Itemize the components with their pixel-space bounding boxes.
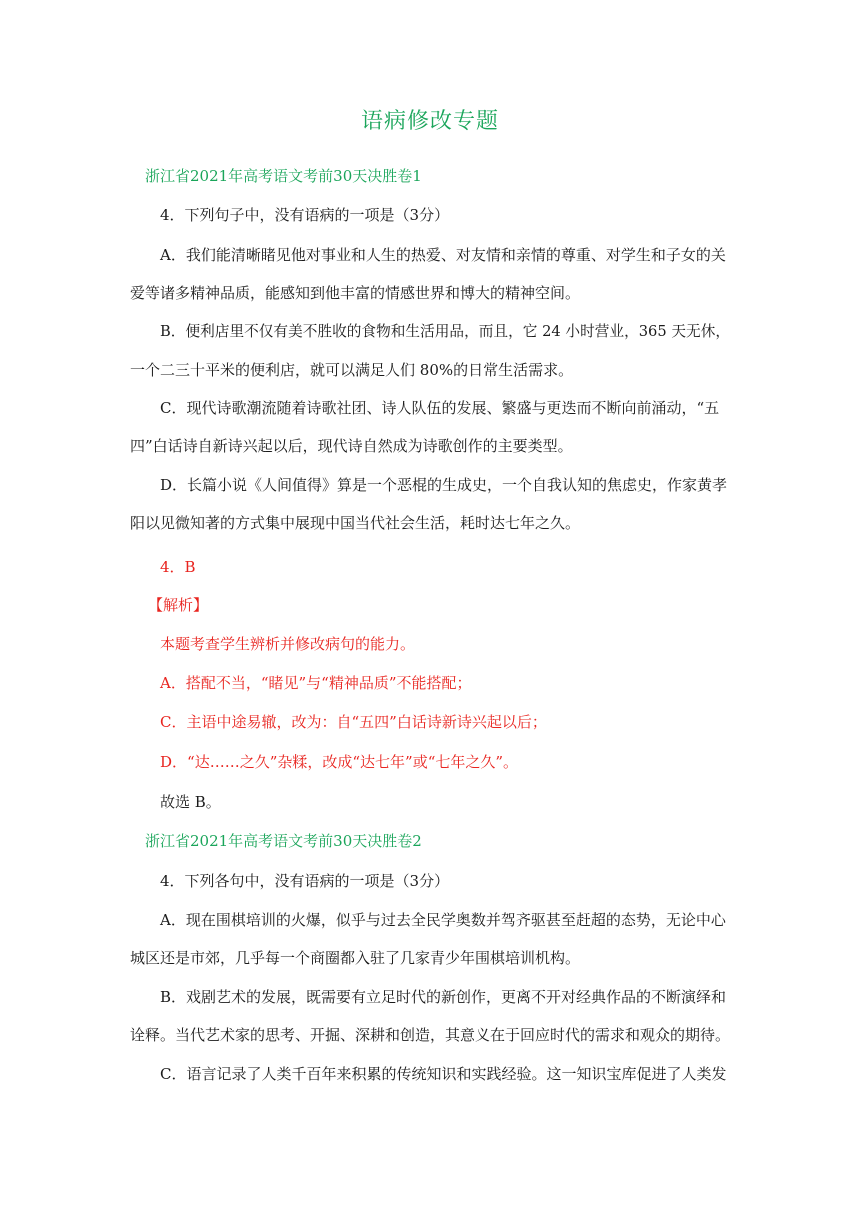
option-a2-line2: 城区还是市郊，几乎每一个商圈都入驻了几家青少年围棋培训机构。 — [130, 949, 581, 967]
option-d-line1: D．长篇小说《人间值得》算是一个恶棍的生成史，一个自我认知的焦虑史，作家黄孝 — [160, 476, 728, 494]
analysis-label: 【解析】 — [148, 596, 209, 614]
analysis-line-2: A．搭配不当，“睹见”与“精神品质”不能搭配； — [160, 674, 472, 692]
option-d-line2: 阳以见微知著的方式集中展现中国当代社会生活，耗时达七年之久。 — [130, 514, 581, 532]
answer: 4．B — [160, 558, 196, 576]
option-b2-line1: B．戏剧艺术的发展，既需要有立足时代的新创作，更离不开对经典作品的不断演绎和 — [160, 988, 727, 1006]
option-a-line2: 爱等诸多精神品质，能感知到他丰富的情感世界和博大的精神空间。 — [130, 284, 581, 302]
option-c-line1: C．现代诗歌潮流随着诗歌社团、诗人队伍的发展、繁盛与更迭而不断向前涌动，“五 — [160, 399, 720, 417]
option-c2-line1: C．语言记录了人类千百年来积累的传统知识和实践经验。这一知识宝库促进了人类发 — [160, 1065, 727, 1083]
page-title: 语病修改专题 — [360, 109, 499, 134]
source-label-2: 浙江省2021年高考语文考前30天决胜卷2 — [145, 832, 422, 850]
option-a2-line1: A．现在围棋培训的火爆，似乎与过去全民学奥数并驾齐驱甚至赶超的态势，无论中心 — [160, 911, 726, 929]
option-b-line2: 一个二三十平米的便利店，就可以满足人们 80%的日常生活需求。 — [130, 361, 574, 379]
question-stem-2: 4．下列各句中，没有语病的一项是（3分） — [160, 872, 450, 890]
source-label-1: 浙江省2021年高考语文考前30天决胜卷1 — [145, 167, 422, 185]
analysis-line-3: C．主语中途易辙，改为：自“五四”白话诗新诗兴起以后； — [160, 713, 547, 731]
conclusion: 故选 B。 — [160, 793, 221, 811]
option-b-line1: B．便利店里不仅有美不胜收的食物和生活用品，而且，它 24 小时营业，365 天无休， — [160, 322, 731, 340]
analysis-line-1: 本题考查学生辨析并修改病句的能力。 — [160, 635, 416, 653]
option-c-line2: 四”白话诗自新诗兴起以后，现代诗自然成为诗歌创作的主要类型。 — [130, 437, 573, 455]
analysis-line-4: D．“达……之久”杂糅，改成“达七年”或“七年之久”。 — [160, 753, 519, 771]
option-a-line1: A．我们能清晰睹见他对事业和人生的热爱、对友情和亲情的尊重、对学生和子女的关 — [160, 246, 726, 264]
question-stem-1: 4．下列句子中，没有语病的一项是（3分） — [160, 206, 450, 224]
option-b2-line2: 诠释。当代艺术家的思考、开掘、深耕和创造，其意义在于回应时代的需求和观众的期待。 — [130, 1026, 731, 1044]
